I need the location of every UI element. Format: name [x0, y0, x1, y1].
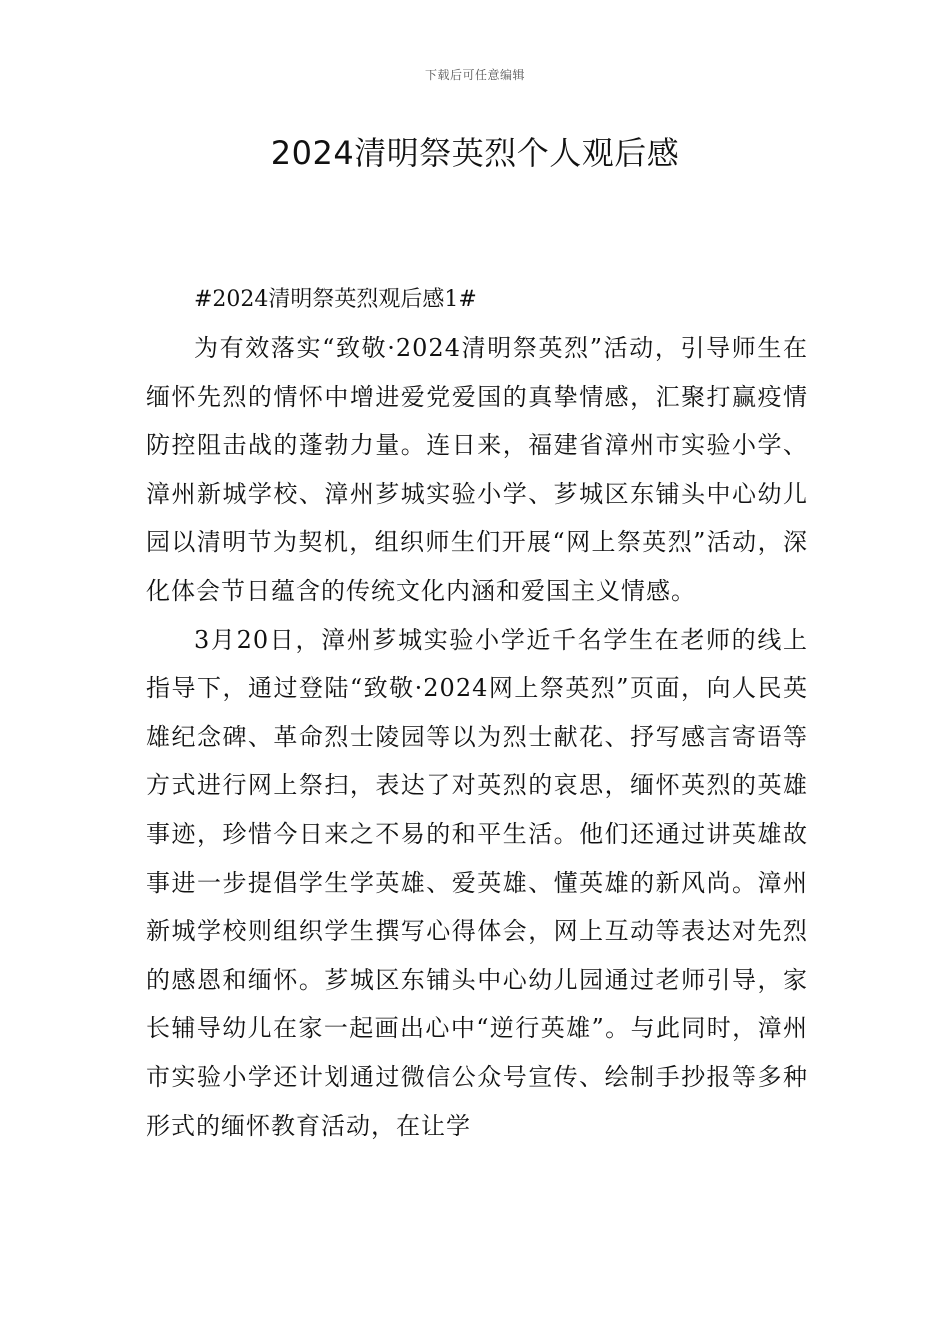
document-body: [146, 280, 808, 1150]
header-note: 下载后可任意编辑: [424, 68, 525, 82]
paragraph-1: 为有效落实“致敬·2024清明祭英烈”活动，引导师生在缅怀先烈的情怀中增进爱党爱国的真挚情感，汇聚打赢疫情防控阻击战的蓬勃力量。连日来，福建省漳州市实验小学、漳州新城学校、漳州芗城实验小学、芗城区东铺头中心幼儿园以清明节为契机，组织师生们开展“网上祭英烈”活动，深化体会节日蕴含的传统文化内涵和爱国主义情感。: [146, 334, 808, 605]
section-heading: #2024清明祭英烈观后感1#: [194, 287, 477, 312]
paragraph-2: 3月20日，漳州芗城实验小学近千名学生在老师的线上指导下，通过登陆“致敬·2024网上祭英烈”页面，向人民英雄纪念碑、革命烈士陵园等以为烈士献花、抒写感言寄语等方式进行网上祭扫，表达了对英烈的哀思，缅怀英烈的英雄事迹，珍惜今日来之不易的和平生活。他们还通过讲英雄故事进一步提倡学生学英雄、爱英雄、懂英雄的新风尚。漳州新城学校则组织学生撰写心得体会，网上互动等表达对先烈的感恩和缅怀。芗城区东铺头中心幼儿园通过老师引导，家长辅导幼儿在家一起画出心中“逆行英雄”。与此同时，漳州市实验小学还计划通过微信公众号宣传、绘制手抄报等多种形式的缅怀教育活动，在让学: [146, 625, 808, 1140]
document-title: 2024清明祭英烈个人观后感: [270, 134, 680, 172]
